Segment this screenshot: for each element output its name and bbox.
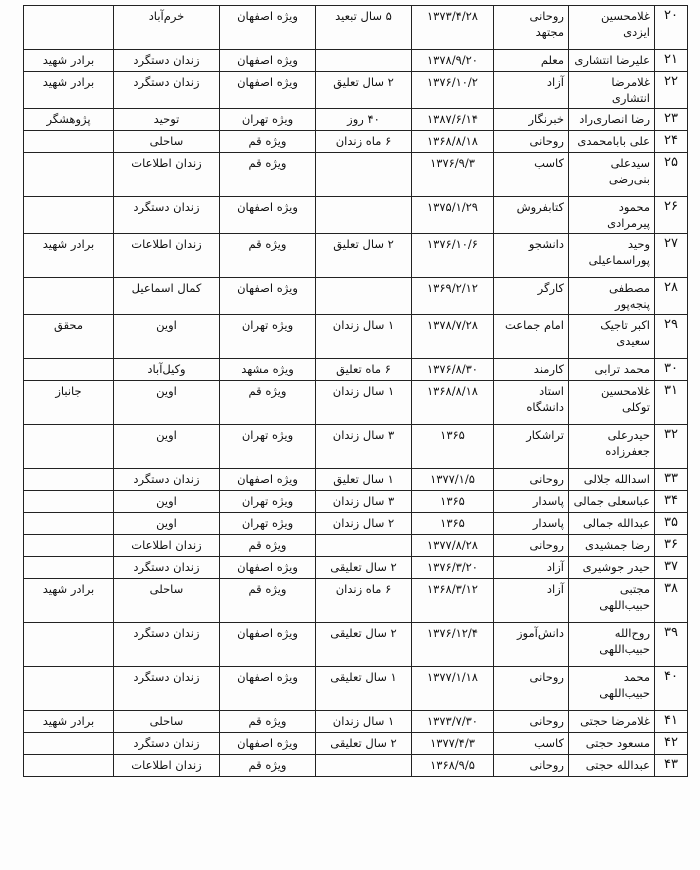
row-number-cell: ۳۳ xyxy=(655,469,688,491)
prison-cell: اوین xyxy=(114,315,220,359)
remark-cell xyxy=(24,469,114,491)
sentence-cell xyxy=(316,197,412,234)
arrest-date-cell: ۱۳۷۳/۷/۳۰ xyxy=(412,711,494,733)
table-row xyxy=(24,579,688,623)
occupation-cell: روحانی xyxy=(494,131,569,153)
row-number-cell: ۴۳ xyxy=(655,755,688,777)
prison-cell: وکیل‌آباد xyxy=(114,359,220,381)
remark-cell xyxy=(24,513,114,535)
remark-cell xyxy=(24,131,114,153)
arrest-date-cell: ۱۳۶۸/۹/۵ xyxy=(412,755,494,777)
sentence-cell: ۶ ماه زندان xyxy=(316,579,412,623)
person-name-cell: روح‌الله حبیب‌اللهی xyxy=(569,623,655,667)
occupation-cell: خبرنگار xyxy=(494,109,569,131)
person-name-cell: وحید پوراسماعیلی xyxy=(569,234,655,278)
prison-cell: اوین xyxy=(114,491,220,513)
row-number-cell: ۲۵ xyxy=(655,153,688,197)
remark-cell: برادر شهید xyxy=(24,50,114,72)
occupation-cell: پاسدار xyxy=(494,513,569,535)
prison-cell: ساحلی xyxy=(114,131,220,153)
sentence-cell: ۳ سال زندان xyxy=(316,491,412,513)
remark-cell: برادر شهید xyxy=(24,234,114,278)
occupation-cell: معلم xyxy=(494,50,569,72)
sentence-cell: ۲ سال تعلیقی xyxy=(316,557,412,579)
person-name-cell: علی بابامحمدی xyxy=(569,131,655,153)
sentence-cell xyxy=(316,755,412,777)
table-row xyxy=(24,278,688,315)
occupation-cell: پاسدار xyxy=(494,491,569,513)
prison-cell: اوین xyxy=(114,425,220,469)
court-cell: ویژه قم xyxy=(220,131,316,153)
occupation-cell: روحانی xyxy=(494,667,569,711)
remark-cell xyxy=(24,359,114,381)
occupation-cell: آزاد xyxy=(494,557,569,579)
arrest-date-cell: ۱۳۷۶/۱۰/۲ xyxy=(412,72,494,109)
sentence-cell: ۱ سال زندان xyxy=(316,711,412,733)
arrest-date-cell: ۱۳۶۵ xyxy=(412,425,494,469)
table-row xyxy=(24,469,688,491)
arrest-date-cell: ۱۳۶۹/۲/۱۲ xyxy=(412,278,494,315)
remark-cell: جانباز xyxy=(24,381,114,425)
row-number-cell: ۳۵ xyxy=(655,513,688,535)
court-cell: ویژه اصفهان xyxy=(220,50,316,72)
person-name-cell: سیدعلی بنی‌رضی xyxy=(569,153,655,197)
prison-cell: زندان دستگرد xyxy=(114,557,220,579)
sentence-cell: ۲ سال تعلیق xyxy=(316,234,412,278)
occupation-cell: کارمند xyxy=(494,359,569,381)
person-name-cell: محمد حبیب‌اللهی xyxy=(569,667,655,711)
person-name-cell: غلامحسین ایزدی xyxy=(569,6,655,50)
remark-cell xyxy=(24,667,114,711)
prison-cell: زندان دستگرد xyxy=(114,733,220,755)
table-row xyxy=(24,315,688,359)
sentence-cell xyxy=(316,153,412,197)
sentence-cell: ۶ ماه زندان xyxy=(316,131,412,153)
table-row xyxy=(24,72,688,109)
remark-cell: پژوهشگر xyxy=(24,109,114,131)
prison-cell: زندان دستگرد xyxy=(114,623,220,667)
sentence-cell: ۳ سال زندان xyxy=(316,425,412,469)
prison-cell: خرم‌آباد xyxy=(114,6,220,50)
occupation-cell: استاد دانشگاه xyxy=(494,381,569,425)
person-name-cell: محمود پیرمرادی xyxy=(569,197,655,234)
row-number-cell: ۴۲ xyxy=(655,733,688,755)
court-cell: ویژه قم xyxy=(220,535,316,557)
arrest-date-cell: ۱۳۷۷/۱/۵ xyxy=(412,469,494,491)
occupation-cell: دانش‌آموز xyxy=(494,623,569,667)
arrest-date-cell: ۱۳۷۵/۱/۲۹ xyxy=(412,197,494,234)
court-cell: ویژه اصفهان xyxy=(220,6,316,50)
row-number-cell: ۳۶ xyxy=(655,535,688,557)
remark-cell xyxy=(24,733,114,755)
row-number-cell: ۲۲ xyxy=(655,72,688,109)
occupation-cell: روحانی xyxy=(494,755,569,777)
remark-cell xyxy=(24,6,114,50)
person-name-cell: حیدرعلی جعفرزاده xyxy=(569,425,655,469)
arrest-date-cell: ۱۳۶۸/۳/۱۲ xyxy=(412,579,494,623)
sentence-cell xyxy=(316,535,412,557)
row-number-cell: ۴۰ xyxy=(655,667,688,711)
remark-cell xyxy=(24,623,114,667)
prison-cell: ساحلی xyxy=(114,711,220,733)
sentence-cell xyxy=(316,278,412,315)
person-name-cell: حیدر جوشیری xyxy=(569,557,655,579)
table-row xyxy=(24,131,688,153)
row-number-cell: ۳۰ xyxy=(655,359,688,381)
row-number-cell: ۲۸ xyxy=(655,278,688,315)
occupation-cell: آزاد xyxy=(494,579,569,623)
prison-cell: کمال اسماعیل xyxy=(114,278,220,315)
table-row xyxy=(24,557,688,579)
arrest-date-cell: ۱۳۷۶/۱۲/۴ xyxy=(412,623,494,667)
remark-cell xyxy=(24,197,114,234)
prison-cell: اوین xyxy=(114,513,220,535)
occupation-cell: آزاد xyxy=(494,72,569,109)
remark-cell xyxy=(24,535,114,557)
arrest-date-cell: ۱۳۷۷/۸/۲۸ xyxy=(412,535,494,557)
court-cell: ویژه قم xyxy=(220,381,316,425)
court-cell: ویژه اصفهان xyxy=(220,623,316,667)
arrest-date-cell: ۱۳۸۷/۶/۱۴ xyxy=(412,109,494,131)
arrest-date-cell: ۱۳۷۸/۷/۲۸ xyxy=(412,315,494,359)
table-row xyxy=(24,109,688,131)
prison-cell: زندان دستگرد xyxy=(114,667,220,711)
person-name-cell: غلامرضا حجتی xyxy=(569,711,655,733)
remark-cell: برادر شهید xyxy=(24,711,114,733)
person-name-cell: رضا جمشیدی xyxy=(569,535,655,557)
person-name-cell: عبدالله حجتی xyxy=(569,755,655,777)
person-name-cell: غلامرضا انتشاری xyxy=(569,72,655,109)
occupation-cell: کارگر xyxy=(494,278,569,315)
person-name-cell: اکبر تاجیک سعیدی xyxy=(569,315,655,359)
table-row xyxy=(24,623,688,667)
court-cell: ویژه قم xyxy=(220,711,316,733)
arrest-date-cell: ۱۳۶۵ xyxy=(412,513,494,535)
table-row xyxy=(24,667,688,711)
row-number-cell: ۳۷ xyxy=(655,557,688,579)
prison-cell: اوین xyxy=(114,381,220,425)
table-row xyxy=(24,711,688,733)
table-row xyxy=(24,6,688,50)
prison-cell: توحید xyxy=(114,109,220,131)
court-cell: ویژه قم xyxy=(220,579,316,623)
arrest-date-cell: ۱۳۶۵ xyxy=(412,491,494,513)
court-cell: ویژه مشهد xyxy=(220,359,316,381)
row-number-cell: ۲۳ xyxy=(655,109,688,131)
court-cell: ویژه تهران xyxy=(220,491,316,513)
occupation-cell: روحانی xyxy=(494,469,569,491)
person-name-cell: مصطفی پنجه‌پور xyxy=(569,278,655,315)
row-number-cell: ۲۰ xyxy=(655,6,688,50)
row-number-cell: ۲۴ xyxy=(655,131,688,153)
occupation-cell: کاسب xyxy=(494,153,569,197)
court-cell: ویژه اصفهان xyxy=(220,72,316,109)
arrest-date-cell: ۱۳۷۶/۸/۳۰ xyxy=(412,359,494,381)
sentence-cell: ۱ سال تعلیق xyxy=(316,469,412,491)
row-number-cell: ۳۱ xyxy=(655,381,688,425)
arrest-date-cell: ۱۳۷۶/۱۰/۶ xyxy=(412,234,494,278)
occupation-cell: امام جماعت xyxy=(494,315,569,359)
occupation-cell: روحانی مجتهد xyxy=(494,6,569,50)
arrest-date-cell: ۱۳۷۶/۳/۲۰ xyxy=(412,557,494,579)
arrest-date-cell: ۱۳۷۳/۴/۲۸ xyxy=(412,6,494,50)
arrest-date-cell: ۱۳۶۸/۸/۱۸ xyxy=(412,131,494,153)
court-cell: ویژه اصفهان xyxy=(220,667,316,711)
court-cell: ویژه تهران xyxy=(220,315,316,359)
occupation-cell: دانشجو xyxy=(494,234,569,278)
occupation-cell: کاسب xyxy=(494,733,569,755)
sentence-cell: ۴۰ روز xyxy=(316,109,412,131)
prison-cell: زندان اطلاعات xyxy=(114,535,220,557)
table-row xyxy=(24,153,688,197)
remark-cell: محقق xyxy=(24,315,114,359)
sentence-cell: ۲ سال تعلیقی xyxy=(316,733,412,755)
table-row xyxy=(24,491,688,513)
prison-cell: زندان اطلاعات xyxy=(114,755,220,777)
court-cell: ویژه اصفهان xyxy=(220,557,316,579)
prisoners-table xyxy=(23,5,688,777)
court-cell: ویژه قم xyxy=(220,153,316,197)
row-number-cell: ۲۷ xyxy=(655,234,688,278)
occupation-cell: روحانی xyxy=(494,711,569,733)
court-cell: ویژه تهران xyxy=(220,513,316,535)
court-cell: ویژه اصفهان xyxy=(220,197,316,234)
person-name-cell: عبدالله جمالی xyxy=(569,513,655,535)
occupation-cell: روحانی xyxy=(494,535,569,557)
sentence-cell: ۱ سال زندان xyxy=(316,315,412,359)
remark-cell xyxy=(24,491,114,513)
table-row xyxy=(24,359,688,381)
row-number-cell: ۲۱ xyxy=(655,50,688,72)
court-cell: ویژه تهران xyxy=(220,425,316,469)
remark-cell xyxy=(24,425,114,469)
person-name-cell: محمد ترابی xyxy=(569,359,655,381)
occupation-cell: تراشکار xyxy=(494,425,569,469)
sentence-cell: ۲ سال تعلیقی xyxy=(316,623,412,667)
person-name-cell: عباسعلی جمالی xyxy=(569,491,655,513)
sentence-cell: ۱ سال زندان xyxy=(316,381,412,425)
court-cell: ویژه قم xyxy=(220,234,316,278)
person-name-cell: مسعود حجتی xyxy=(569,733,655,755)
table-row xyxy=(24,535,688,557)
table-row xyxy=(24,755,688,777)
remark-cell xyxy=(24,153,114,197)
row-number-cell: ۳۸ xyxy=(655,579,688,623)
sentence-cell: ۶ ماه تعلیق xyxy=(316,359,412,381)
sentence-cell: ۵ سال تبعید xyxy=(316,6,412,50)
remark-cell xyxy=(24,557,114,579)
person-name-cell: اسدالله جلالی xyxy=(569,469,655,491)
court-cell: ویژه تهران xyxy=(220,109,316,131)
arrest-date-cell: ۱۳۷۸/۹/۲۰ xyxy=(412,50,494,72)
arrest-date-cell: ۱۳۷۷/۱/۱۸ xyxy=(412,667,494,711)
row-number-cell: ۳۲ xyxy=(655,425,688,469)
arrest-date-cell: ۱۳۶۸/۸/۱۸ xyxy=(412,381,494,425)
row-number-cell: ۳۹ xyxy=(655,623,688,667)
prison-cell: زندان دستگرد xyxy=(114,72,220,109)
table-body xyxy=(24,6,688,777)
row-number-cell: ۴۱ xyxy=(655,711,688,733)
remark-cell: برادر شهید xyxy=(24,579,114,623)
person-name-cell: غلامحسین توکلی xyxy=(569,381,655,425)
occupation-cell: کتابفروش xyxy=(494,197,569,234)
row-number-cell: ۲۹ xyxy=(655,315,688,359)
table-row xyxy=(24,513,688,535)
row-number-cell: ۳۴ xyxy=(655,491,688,513)
table-row xyxy=(24,733,688,755)
arrest-date-cell: ۱۳۷۶/۹/۳ xyxy=(412,153,494,197)
arrest-date-cell: ۱۳۷۷/۴/۳ xyxy=(412,733,494,755)
court-cell: ویژه اصفهان xyxy=(220,733,316,755)
prison-cell: زندان دستگرد xyxy=(114,197,220,234)
table-row xyxy=(24,197,688,234)
table-row xyxy=(24,50,688,72)
prison-cell: زندان اطلاعات xyxy=(114,234,220,278)
sentence-cell xyxy=(316,50,412,72)
prison-cell: زندان دستگرد xyxy=(114,50,220,72)
sentence-cell: ۲ سال زندان xyxy=(316,513,412,535)
table-row xyxy=(24,234,688,278)
table-row xyxy=(24,425,688,469)
sentence-cell: ۲ سال تعلیق xyxy=(316,72,412,109)
court-cell: ویژه قم xyxy=(220,755,316,777)
prison-cell: ساحلی xyxy=(114,579,220,623)
person-name-cell: علیرضا انتشاری xyxy=(569,50,655,72)
sentence-cell: ۱ سال تعلیقی xyxy=(316,667,412,711)
row-number-cell: ۲۶ xyxy=(655,197,688,234)
prison-cell: زندان اطلاعات xyxy=(114,153,220,197)
remark-cell: برادر شهید xyxy=(24,72,114,109)
court-cell: ویژه اصفهان xyxy=(220,278,316,315)
person-name-cell: مجتبی حبیب‌اللهی xyxy=(569,579,655,623)
remark-cell xyxy=(24,755,114,777)
table-row xyxy=(24,381,688,425)
person-name-cell: رضا انصاری‌راد xyxy=(569,109,655,131)
prison-cell: زندان دستگرد xyxy=(114,469,220,491)
court-cell: ویژه اصفهان xyxy=(220,469,316,491)
remark-cell xyxy=(24,278,114,315)
